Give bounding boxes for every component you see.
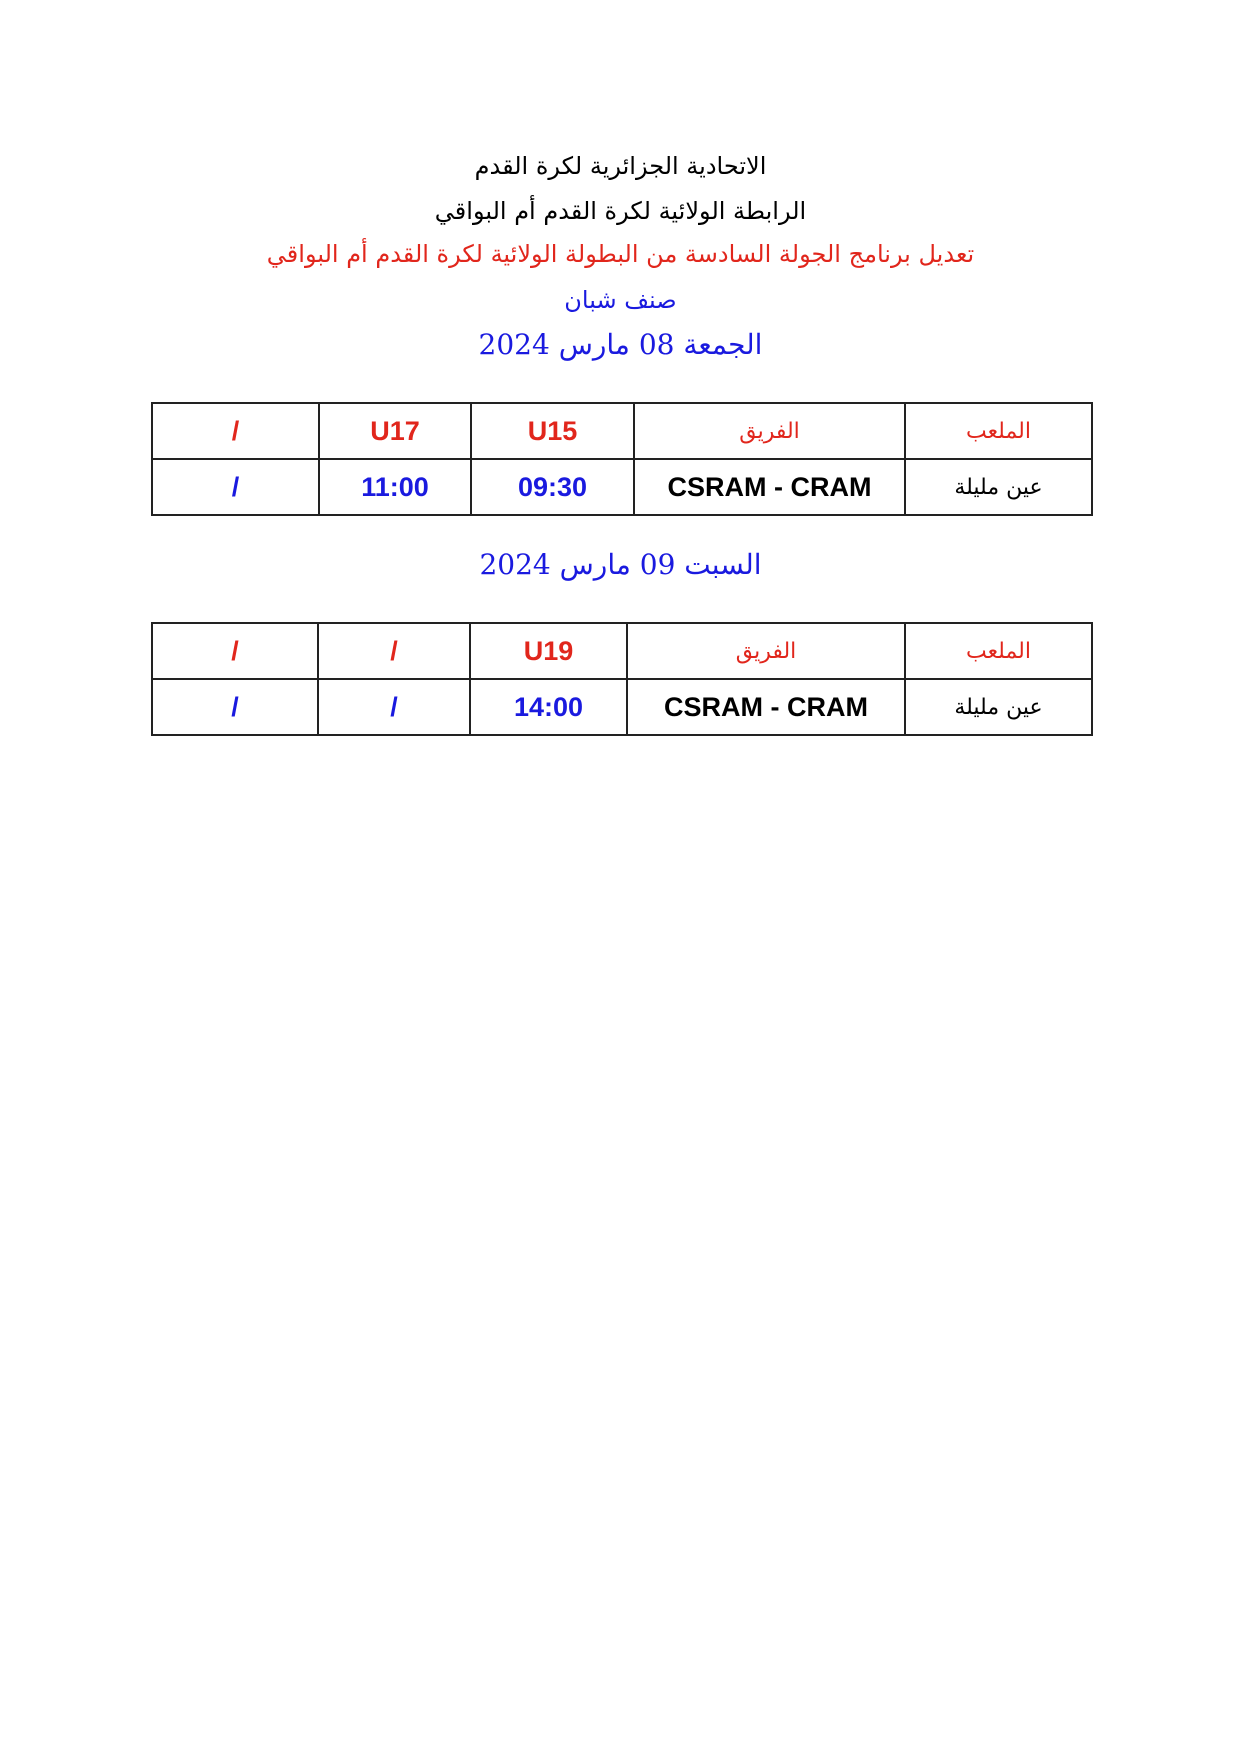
category-title: صنف شبان: [564, 286, 677, 314]
header-cell-venue: الملعب: [905, 403, 1092, 459]
header-cell-col1: U15: [471, 403, 634, 459]
header-cell-col3: /: [152, 403, 319, 459]
header-cell-col2: /: [318, 623, 470, 679]
cell-col3: /: [152, 459, 319, 515]
cell-col1: 09:30: [471, 459, 634, 515]
day-2-date: السبت 09 مارس 2024: [479, 548, 762, 581]
table-row: [152, 459, 1092, 515]
notice-title: تعديل برنامج الجولة السادسة من البطولة الولائية لكرة القدم أم البواقي: [266, 240, 975, 268]
schedule-table-day-2: [151, 622, 1093, 736]
cell-col3: /: [152, 679, 318, 735]
table-row: [152, 679, 1092, 735]
header-cell-team: الفريق: [634, 403, 905, 459]
header-cell-venue: الملعب: [905, 623, 1092, 679]
league-title: الرابطة الولائية لكرة القدم أم البواقي: [434, 197, 807, 225]
table-header-row: [152, 623, 1092, 679]
header-cell-col1: U19: [470, 623, 627, 679]
cell-col2: 11:00: [319, 459, 471, 515]
cell-col2: /: [318, 679, 470, 735]
cell-venue: عين مليلة: [905, 459, 1092, 515]
federation-title: الاتحادية الجزائرية لكرة القدم: [474, 152, 767, 180]
cell-venue: عين مليلة: [905, 679, 1092, 735]
cell-col1: 14:00: [470, 679, 627, 735]
day-1-date: الجمعة 08 مارس 2024: [478, 328, 763, 361]
header-cell-team: الفريق: [627, 623, 905, 679]
schedule-table-day-1: [151, 402, 1093, 516]
cell-team: CSRAM - CRAM: [627, 679, 905, 735]
header-cell-col2: U17: [319, 403, 471, 459]
header-cell-col3: /: [152, 623, 318, 679]
table-header-row: [152, 403, 1092, 459]
cell-team: CSRAM - CRAM: [634, 459, 905, 515]
